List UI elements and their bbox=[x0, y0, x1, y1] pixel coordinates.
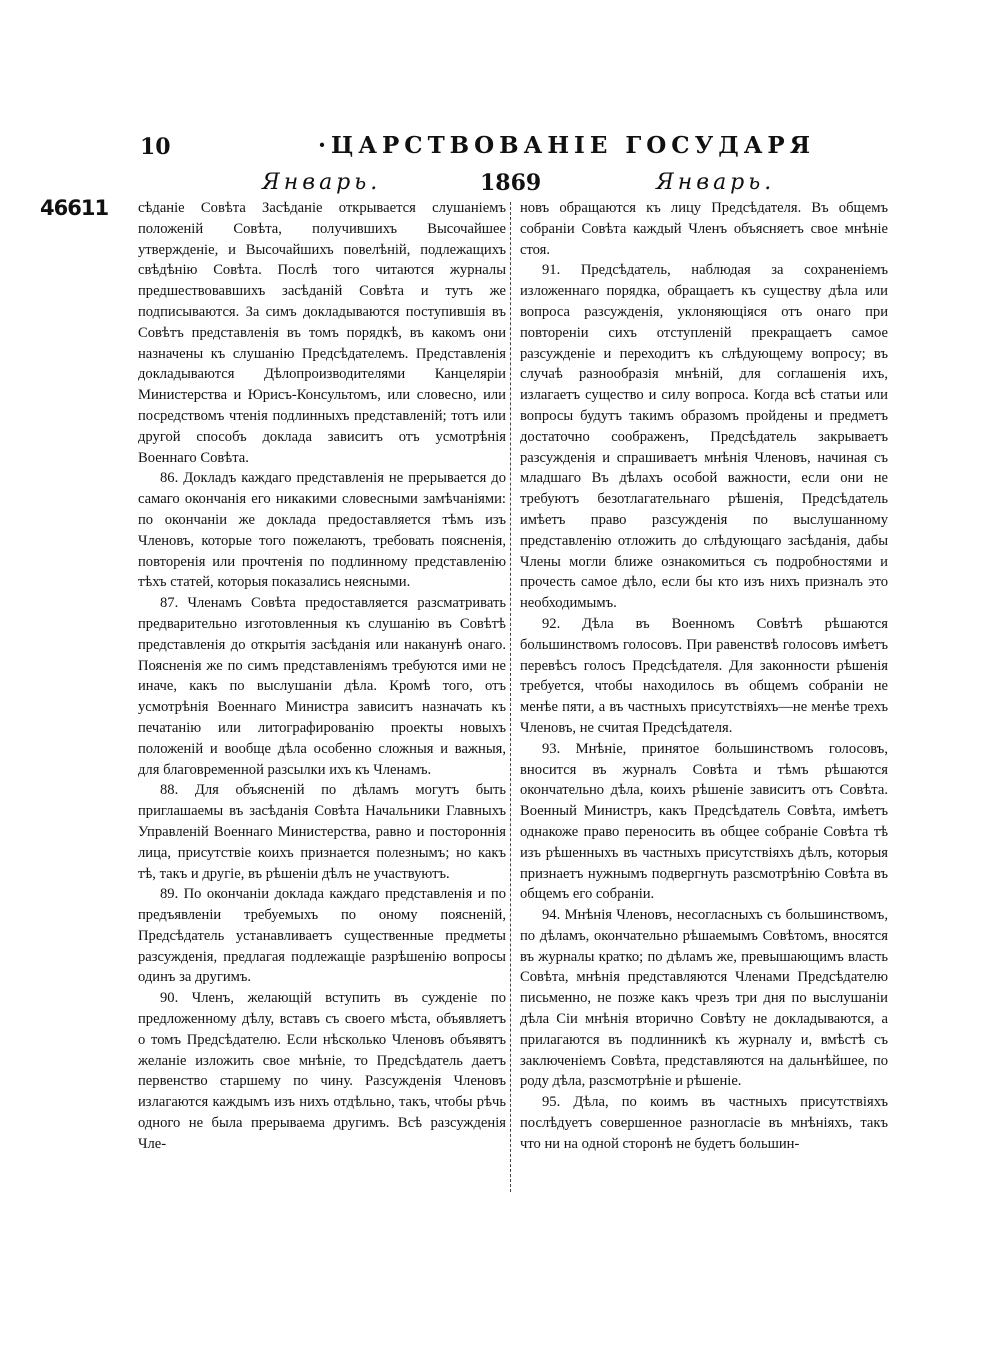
page-header bbox=[0, 128, 1000, 168]
right-column bbox=[520, 198, 888, 1155]
paragraph: 95. Дѣла, по коимъ въ частныхъ присутствіяхъ послѣдуетъ совершенное разногласіе въ мнѣніяхъ, такъ что ни на одной сторонѣ не будетъ большин- bbox=[520, 1094, 888, 1152]
paragraph: 93. Мнѣніе, принятое большинствомъ голосовъ, вносится въ журналъ Совѣта и тѣмъ рѣшаются окончательно дѣла, коихъ рѣшеніе зависитъ отъ Совѣта. Военный Министръ, какъ Предсѣдатель Совѣта, имѣетъ однакоже право переносить въ общее собраніе Совѣта тѣ изъ рѣшенныхъ въ частныхъ присутствіяхъ дѣлъ, которыя признаетъ нужнымъ подвергнуть разсмотрѣнію Совѣта въ общемъ его собраніи. bbox=[520, 740, 888, 903]
paragraph: 87. Членамъ Совѣта предоставляется разсматривать предварительно изготовленныя къ слушанію въ Совѣтѣ представленія до открытія засѣданія или наканунѣ онаго. Поясненія же по симъ представленіямъ требуются ими не иначе, какъ по выслушаніи дѣла. Кромѣ того, отъ усмотрѣнія Военнаго Министра зависитъ назначать къ печатанію или литографированію проекты новыхъ положеній и вообще дѣла особенно сложныя и важныя, для благовременной разсылки ихъ къ Членамъ. bbox=[138, 595, 506, 778]
running-title: ·ЦАРСТВОВАНІЕ ГОСУДАРЯ bbox=[318, 132, 816, 159]
paragraph: 90. Членъ, желающій вступить въ сужденіе по предложенному дѣлу, вставъ съ своего мѣста, объявляетъ о томъ Предсѣдателю. Если нѣсколько Членовъ объявятъ желаніе изложить свое мнѣніе, то Предсѣдатель даетъ первенство старшему по чину. Разсужденія Членовъ излагаются каждымъ изъ нихъ отдѣльно, такъ, чтобы рѣчь одного не была прерываема другимъ. Всѣ разсужденія Чле- bbox=[138, 990, 506, 1152]
page-number: 10 bbox=[140, 134, 171, 160]
date-line bbox=[0, 170, 1000, 200]
paragraph: 86. Докладъ каждаго представленія не прерывается до самаго окончанія его никакими словесными замѣчаніями: по окончаніи же доклада предоставляется тѣмъ изъ Членовъ, которые того пожелаютъ, требовать поясненія, повторенія или прочтенія по подлинному представленію тѣхъ статей, которыя показались неясными. bbox=[138, 470, 506, 591]
paragraph: 92. Дѣла въ Военномъ Совѣтѣ рѣшаются большинствомъ голосовъ. При равенствѣ голосовъ имѣетъ перевѣсъ голосъ Предсѣдателя. Для законности рѣшенія требуется, чтобы находилось въ общемъ собраніи не менѣе пяти, а въ частныхъ присутствіяхъ—не менѣе трехъ Членовъ, не считая Предсѣдателя. bbox=[520, 615, 888, 736]
year: 1869 bbox=[480, 170, 542, 196]
paragraph: новъ обращаются къ лицу Предсѣдателя. Въ общемъ собраніи Совѣта каждый Членъ объясняетъ свое мнѣніе стоя. bbox=[520, 200, 888, 258]
paragraph: 94. Мнѣнія Членовъ, несогласныхъ съ большинствомъ, по дѣламъ, окончательно рѣшаемымъ Совѣтомъ, вносятся въ журналы кратко; по дѣламъ же, превышающимъ власть Совѣта, мнѣнія представляются Членами Предсѣдателю письменно, не позже какъ чрезъ три дня по выслушаніи дѣла Сіи мнѣнія вторично Совѣту не докладываются, а прилагаются въ подлинникѣ къ журналу и, вмѣстѣ съ заключеніемъ Совѣта, представляются на дальнѣйшее, по роду дѣла, разсмотрѣніе и рѣшеніе. bbox=[520, 907, 888, 1090]
month-right: Январь. bbox=[656, 170, 776, 195]
law-number: 46611 bbox=[40, 196, 109, 220]
paragraph: 88. Для объясненій по дѣламъ могутъ быть приглашаемы въ засѣданія Совѣта Начальники Главныхъ Управленій Военнаго Министерства, равно и постороннія лица, присутствіе коихъ признается полезнымъ; но какъ тѣ, такъ и другіе, въ рѣшеніи дѣлъ не участвуютъ. bbox=[138, 782, 506, 882]
month-left: Январь. bbox=[262, 170, 382, 195]
paragraph: 91. Предсѣдатель, наблюдая за сохраненіемъ изложеннаго порядка, обращаетъ къ существу дѣла или вопроса разсужденія, уклоняющіяся отъ онаго при повтореніи сихъ отступленій прекращаетъ самое разсужденіе и переходитъ къ слѣдующему вопросу; въ случаѣ разнообразія мнѣній, для соглашенія ихъ, излагаетъ существо и силу вопроса. Когда всѣ статьи или вопросы будутъ такимъ образомъ пройдены и предметъ достаточно соображенъ, Предсѣдатель закрываетъ разсужденія и спрашиваетъ мнѣнія Членовъ, начиная съ младшаго Въ дѣлахъ особой важности, если они не требуютъ безотлагательнаго рѣшенія, Предсѣдатель имѣетъ право разсужденія по выслушанному представленію отложить до слѣдующаго засѣданія, дабы Члены могли ближе ознакомиться съ подробностями и прочесть самое дѣло, если бы кто изъ нихъ призналъ это необходимымъ. bbox=[520, 262, 888, 612]
paragraph: 89. По окончаніи доклада каждаго представленія и по предъявленіи требуемыхъ по оному поясненій, Предсѣдатель устанавливаетъ существенные предметы разсужденія, предлагая подлежащіе разрѣшенію вопросы одинъ за другимъ. bbox=[138, 886, 506, 986]
column-divider bbox=[510, 202, 511, 1192]
paragraph: сѣданіе Совѣта Засѣданіе открывается слушаніемъ положеній Совѣта, получившихъ Высочайшее утвержденіе, и Высочайшихъ повелѣній, подлежащихъ свѣдѣнію Совѣта. Послѣ того читаются журналы предшествовавшихъ засѣданій Совѣта и тутъ же подписываются. За симъ докладываются поступившія въ Совѣтъ представленія въ томъ порядкѣ, въ какомъ они назначены къ слушанію Предсѣдателемъ. Представленія докладываются Дѣлопроизводителями Канцеляріи Министерства и Юрисъ-Консультомъ, или словесно, или посредствомъ чтенія подлинныхъ представленій; тотъ или другой способъ доклада зависитъ отъ усмотрѣнія Военнаго Совѣта. bbox=[138, 200, 506, 466]
left-column bbox=[138, 198, 506, 1155]
